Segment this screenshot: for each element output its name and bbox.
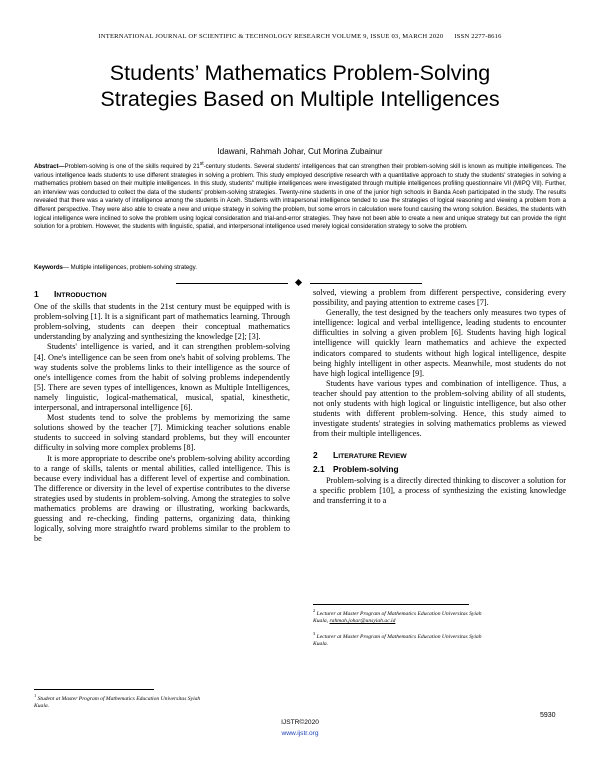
footnote-mark: 2 xyxy=(313,608,316,613)
section-title-initial: R xyxy=(378,450,385,461)
separator-line-right xyxy=(310,283,422,284)
footnote-text: Lecturer at Master Program of Mathematics Education Universitas Syiah xyxy=(316,633,482,640)
abstract-label: Abstract xyxy=(34,164,59,171)
footer-copyright: IJSTR©2020 xyxy=(281,719,319,726)
keywords-label: Keywords xyxy=(34,265,63,271)
abstract-sup: st xyxy=(199,161,204,167)
footer-url-link[interactable]: www.ijstr.org xyxy=(281,730,319,737)
footnote-text: Lecturer at Master Program of Mathematics Education Universitas Syiah xyxy=(316,610,482,617)
section-title-rest: ITERATURE xyxy=(338,453,379,461)
footnote-text: Kuala, xyxy=(313,618,330,625)
footnote-2 xyxy=(313,607,573,626)
left-column xyxy=(34,289,290,544)
title-line-2: Strategies Based on Multiple Intelligences xyxy=(100,87,500,111)
abstract-text-a: Problem-solving is one of the skills required by 21 xyxy=(64,164,200,171)
section-number: 2 xyxy=(313,450,318,461)
abstract xyxy=(34,160,566,232)
footnote-mark: 3 xyxy=(313,631,316,636)
paragraph xyxy=(313,308,566,379)
footnote-mark: 1 xyxy=(34,693,37,698)
journal-running-head: INTERNATIONAL JOURNAL OF SCIENTIFIC & TECHNOLOGY RESEARCH VOLUME 9, ISSUE 03, MARCH 2020 xyxy=(98,33,444,40)
title-line-1: Students’ Mathematics Problem-Solving xyxy=(109,61,491,85)
paragraph: Problem-solving is a directly directed thinking to discover a solution for a specific problem [10], a process of synthesizing the existing knowledge and transferring it to a xyxy=(313,475,566,505)
paragraph: One of the skills that students in the 21st century must be equipped with is problem-solving [1]. It is a significant part of mathematics learning. Through problem-solving, students can deepen their conceptual mathematics understanding by analyzing and synthesizing the knowledge [2]; [3]. xyxy=(34,302,290,342)
footnote-text: Kuala. xyxy=(313,641,329,648)
section-separator xyxy=(0,280,600,288)
subsection-title: Problem-solving xyxy=(333,463,399,474)
footnote-text: Kuala. xyxy=(34,703,50,710)
subsection-2-1-heading xyxy=(313,464,566,474)
running-header xyxy=(0,33,600,40)
footnote-rule xyxy=(34,689,154,690)
separator-line-left xyxy=(176,283,288,284)
paper-title xyxy=(40,60,560,112)
footnote-rule xyxy=(313,604,469,605)
section-number: 1 xyxy=(34,289,39,299)
right-column xyxy=(313,288,566,506)
abstract-text-b: -century students. Several students' intelligences that can strengthen their problem-solving skill is known as multiple intelligences. The various intelligence leads students to use different strategies in solving a problem. This study employed descriptive research with a quantitative approach to study the students' strategies in solving a mathematics problem based on their multiple intelligences. In this study, students" multiple intelligences were investigated through multiple intelligences profiling questionnaire VII (MIPQ VII). Further, an interview was conducted to collect the data of the students' problem-solving strategies. Twenty-nine students in one of the junior high schools in Banda Aceh participated in the study. The results revealed that there was a variety of intelligence among the students in Aceh. Students with intrapersonal intelligence tended to use the strategies of logical reasoning and viewing a problem from a different perspective. They were also able to create a new and unique strategy in solving the problem, but some errors in calculation were found causing the wrong solution. Besides, the students with logical intelligence were inclined to solve the problem using logical consideration and trial-and-error strategies. They have not been able to create a new and unique strategy but can provide the right solution for a problem. However, the students with linguistic, spatial, and interpersonal intelligence used merely logical consideration strategy to solve the problem. xyxy=(34,164,566,231)
section-title-initial: I xyxy=(54,289,57,299)
footnote-3 xyxy=(313,630,573,649)
paragraph: solved, viewing a problem from different perspective, considering every possibility, and paying attention to extreme cases [7]. xyxy=(313,288,566,308)
abstract-dash: — xyxy=(58,164,65,171)
section-title-rest: NTRODUCTION xyxy=(56,292,107,299)
footnote-email-link[interactable]: rahmah.johar@unsyiah.ac.id xyxy=(329,618,396,625)
footnote-1 xyxy=(34,692,294,711)
separator-diamond-icon xyxy=(295,279,302,286)
paragraph: Most students tend to solve the problems by memorizing the same solutions showed by the teacher [7]. Mimicking teacher solutions enable students to succeed in solving standard problems, but they will encounter difficulty in solving more complex problems [8]. xyxy=(34,413,290,453)
paragraph: Students' intelligence is varied, and it can strengthen problem-solving [4]. One's intelligence can be seen from one's habit of solving problems. The way students solve the problems links to their intelligence as the source of one's intelligence comes from the habit of solving problems independently [5]. There are seven types of intelligences, known as Multiple Intelligences, namely linguistic, logical-mathematical, musical, spatial, kinesthetic, interpersonal, and intrapersonal intelligence [6]. xyxy=(34,342,290,413)
paragraph-text: Generally, the test designed by the teachers only measures two types of intelligence: logical and verbal intelligence, leading students to encounter difficulties in solving a given problem [6]. Students having high logical intelligence will quickly learn mathematics and achieve the expected indicators compared to students without high logical intelligence, despite being highly intelligent in other aspects. Meanwhile, most students do not have high logical intelligence [9]. xyxy=(313,308,566,378)
author-list: Idawani, Rahmah Johar, Cut Morina Zubainur xyxy=(217,147,383,156)
section-1-heading xyxy=(34,289,290,301)
issn: ISSN 2277-8616 xyxy=(454,33,502,40)
footnote-text: Student at Master Program of Mathematics Education Universitas Syiah xyxy=(37,695,201,702)
page-number: 5930 xyxy=(540,712,556,719)
section-2-heading xyxy=(313,450,566,462)
subsection-number: 2.1 xyxy=(313,463,325,474)
section-title-rest: EVIEW xyxy=(384,453,407,461)
section-title-initial: L xyxy=(333,450,339,461)
paragraph: Students have various types and combination of intelligence. Thus, a teacher should pay attention to the problem-solving ability of all students, not only students with high logical or linguistic intelligence, but also other students with different problem-solving. Hence, this study aimed to investigate students' strategies in solving mathematics problems as viewed from their multiple intelligences. xyxy=(313,378,566,439)
keywords xyxy=(34,265,566,271)
paragraph: It is more appropriate to describe one's problem-solving ability according to a range of skills, talents or mental abilities, called intelligence. This is because every individual has a different level of expertise and combination. The difference or diversity in the level of expertise contributes to the diverse strategies used by students in problem-solving. Among the strategies to solve mathematics problems are drawing or illustrating, working backwards, guessing and re-checking, finding patterns, organizing data, thinking logically, solving more straightfo rward problems similar to the problem to be xyxy=(34,453,290,544)
keywords-text: — Multiple intelligences, problem-solving strategy. xyxy=(62,265,197,271)
